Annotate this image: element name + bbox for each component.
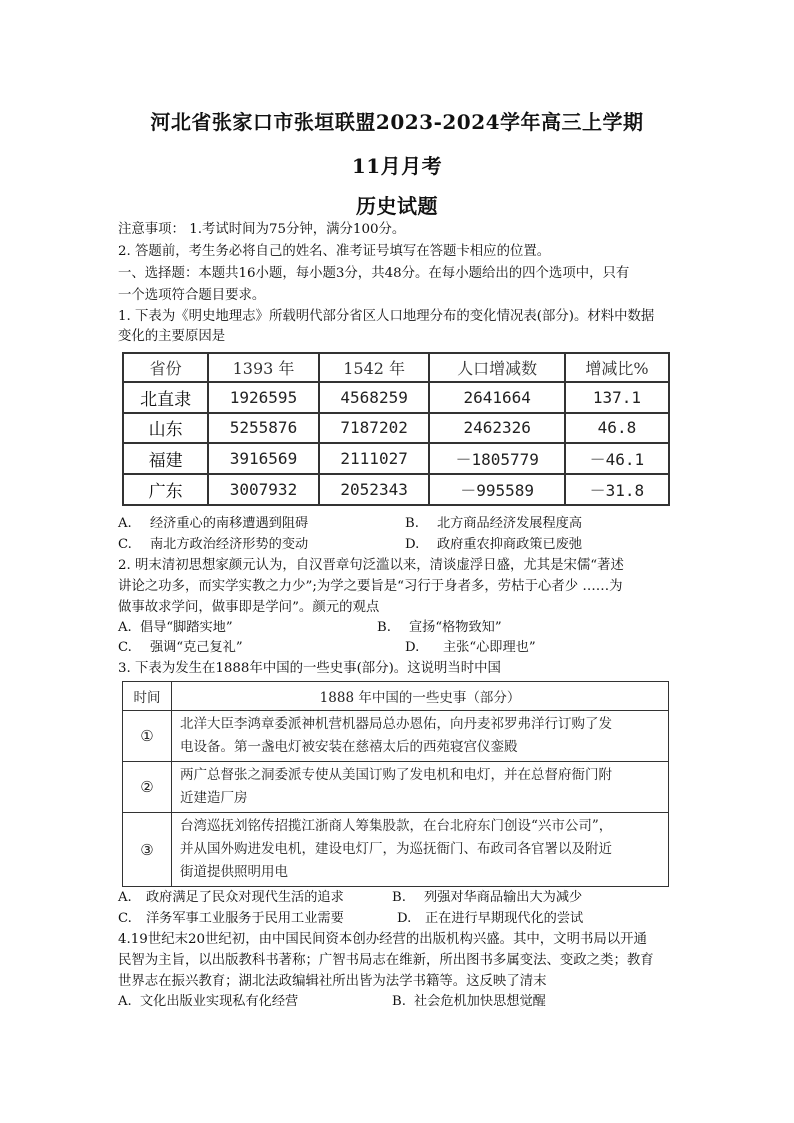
table-header-row — [123, 353, 669, 382]
table-cell: 1926595 — [208, 382, 319, 413]
q4-option-a[interactable] — [118, 992, 298, 1012]
q2-option-b[interactable] — [377, 618, 502, 638]
table-cell: 7187202 — [319, 413, 430, 444]
event-cell — [172, 762, 669, 813]
table-row — [123, 813, 669, 887]
option-text: 政府重农抑商政策已废弛 — [437, 537, 583, 552]
exam-subject-title: 历史试题 — [356, 194, 438, 218]
q3-option-b[interactable] — [392, 888, 582, 908]
table-cell: －1805779 — [429, 443, 564, 474]
option-label: C. — [118, 537, 132, 552]
option-label: B. — [377, 620, 391, 635]
table-cell: 山东 — [123, 413, 208, 444]
option-text: 洋务军事工业服务于民用工业需要 — [146, 911, 344, 926]
table-cell: 5255876 — [208, 413, 319, 444]
table-row — [123, 762, 669, 813]
exam-title-line2: 11月月考 — [351, 154, 443, 178]
option-label: D. — [397, 911, 412, 926]
event-line: 电设备。第一盏电灯被安装在慈禧太后的西苑寝宫仪銮殿 — [180, 739, 518, 755]
q2-stem-line3: 做事故求学问，做事即是学问”。颜元的观点 — [118, 600, 380, 615]
table-header-cell: 人口增减数 — [429, 353, 564, 382]
q1-option-c[interactable] — [118, 535, 308, 555]
section1-instruction-line1: 一、选择题：本题共16小题，每小题3分，共48分。在每小题给出的四个选项中，只有 — [118, 266, 630, 281]
q3-events-table — [122, 681, 669, 887]
q3-option-c[interactable] — [118, 909, 344, 929]
table-cell: 4568259 — [319, 382, 430, 413]
table-cell: 北直隶 — [123, 382, 208, 413]
q1-stem-line2: 变化的主要原因是 — [118, 329, 226, 344]
table-cell: 3007932 — [208, 474, 319, 505]
row-number: ① — [123, 711, 172, 762]
option-text: 强调“克己复礼” — [150, 640, 243, 655]
table-header-row — [123, 682, 669, 711]
row-number: ② — [123, 762, 172, 813]
table-header-cell: 1393 年 — [208, 353, 319, 382]
table-cell: 3916569 — [208, 443, 319, 474]
table-row — [123, 711, 669, 762]
option-text: 经济重心的南移遭遇到阻碍 — [150, 516, 309, 531]
table-row — [123, 382, 669, 413]
q3-option-d[interactable] — [397, 909, 583, 929]
option-label: D. — [405, 640, 420, 655]
table-cell: 2462326 — [429, 413, 564, 444]
option-text: 主张“心即理也” — [443, 640, 536, 655]
table-header-cell: 1888 年中国的一些史事（部分） — [172, 682, 669, 711]
option-label: B. — [392, 890, 406, 905]
q1-option-d[interactable] — [405, 535, 582, 555]
option-text: 倡导“脚踏实地” — [140, 620, 233, 635]
table-row — [123, 443, 669, 474]
option-label: D. — [405, 537, 420, 552]
q2-stem-line1: 2. 明末清初思想家颜元认为，自汉晋章句泛滥以来，清谈虚浮日盛，尤其是宋儒“著述 — [118, 558, 624, 573]
option-label: B. — [392, 994, 406, 1009]
option-text: 文化出版业实现私有化经营 — [140, 994, 299, 1009]
table-cell: 2641664 — [429, 382, 564, 413]
option-label: A. — [118, 620, 132, 635]
notes-line2: 2. 答题前，考生务必将自己的姓名、准考证号填写在答题卡相应的位置。 — [118, 244, 551, 259]
q4-stem-line1: 4.19世纪末20世纪初，由中国民间资本创办经营的出版机构兴盛。其中，文明书局以开通 — [118, 932, 647, 947]
table-header-cell: 省份 — [123, 353, 208, 382]
table-cell: 福建 — [123, 443, 208, 474]
event-line: 台湾巡抚刘铭传招揽江浙商人筹集股款，在台北府东门创设“兴市公司”， — [180, 818, 613, 834]
notes-line1: 注意事项： 1.考试时间为75分钟，满分100分。 — [118, 222, 406, 237]
table-header-cell: 1542 年 — [319, 353, 430, 382]
table-header-cell: 增减比% — [565, 353, 669, 382]
table-cell: 广东 — [123, 474, 208, 505]
option-label: A. — [118, 516, 132, 531]
option-text: 社会危机加快思想觉醒 — [414, 994, 546, 1009]
table-cell: －995589 — [429, 474, 564, 505]
event-cell — [172, 813, 669, 887]
q4-stem-line3: 世界志在振兴教育；湖北法政编辑社所出皆为法学书籍等。这反映了清末 — [118, 974, 547, 989]
row-number: ③ — [123, 813, 172, 887]
table-cell: 46.8 — [565, 413, 669, 444]
option-text: 列强对华商品输出大为减少 — [424, 890, 583, 905]
event-line: 街道提供照明用电 — [180, 864, 288, 880]
option-label: A. — [118, 994, 132, 1009]
table-row — [123, 413, 669, 444]
event-line: 北洋大臣李鸿章委派神机营机器局总办恩佑，向丹麦祁罗弗洋行订购了发 — [180, 716, 612, 732]
q2-option-c[interactable] — [118, 638, 243, 658]
option-text: 宣扬“格物致知” — [409, 620, 502, 635]
table-cell: 2052343 — [319, 474, 430, 505]
event-line: 并从国外购进发电机，建设电灯厂，为巡抚衙门、布政司各官署以及附近 — [180, 841, 612, 857]
option-text: 正在进行早期现代化的尝试 — [425, 911, 584, 926]
q4-stem-line2: 民智为主旨，以出版教科书著称；广智书局志在维新，所出图书多属变法、变政之类；教育 — [118, 953, 654, 968]
q3-stem-line1: 3. 下表为发生在1888年中国的一些史事(部分)。这说明当时中国 — [118, 661, 501, 676]
q2-option-d[interactable] — [405, 638, 536, 658]
table-cell: －31.8 — [565, 474, 669, 505]
section1-instruction-line2: 一个选项符合题目要求。 — [118, 288, 266, 303]
option-label: C. — [118, 640, 132, 655]
q1-population-table — [122, 352, 670, 506]
table-row — [123, 474, 669, 505]
q4-option-b[interactable] — [392, 992, 546, 1012]
event-line: 近建造厂房 — [180, 790, 248, 806]
option-label: A. — [118, 890, 132, 905]
event-cell — [172, 711, 669, 762]
option-label: C. — [118, 911, 132, 926]
option-text: 南北方政治经济形势的变动 — [150, 537, 309, 552]
table-cell: 2111027 — [319, 443, 430, 474]
option-text: 政府满足了民众对现代生活的追求 — [146, 890, 344, 905]
table-header-cell: 时间 — [123, 682, 172, 711]
option-label: B. — [405, 516, 419, 531]
q2-option-a[interactable] — [118, 618, 233, 638]
q3-option-a[interactable] — [118, 888, 344, 908]
option-text: 北方商品经济发展程度高 — [437, 516, 583, 531]
exam-title-line1: 河北省张家口市张垣联盟2023-2024学年高三上学期 — [150, 110, 644, 134]
event-line: 两广总督张之洞委派专使从美国订购了发电机和电灯，并在总督府衙门附 — [180, 767, 612, 783]
q2-stem-line2: 讲论之功多，而实学实教之力少”;为学之要旨是“习行于身者多，劳枯于心者少 ……为 — [118, 579, 623, 594]
q1-option-a[interactable] — [118, 514, 308, 534]
q1-option-b[interactable] — [405, 514, 582, 534]
table-cell: －46.1 — [565, 443, 669, 474]
q1-stem-line1: 1. 下表为《明史地理志》所载明代部分省区人口地理分布的变化情况表(部分)。材料中数据 — [118, 309, 655, 324]
table-cell: 137.1 — [565, 382, 669, 413]
